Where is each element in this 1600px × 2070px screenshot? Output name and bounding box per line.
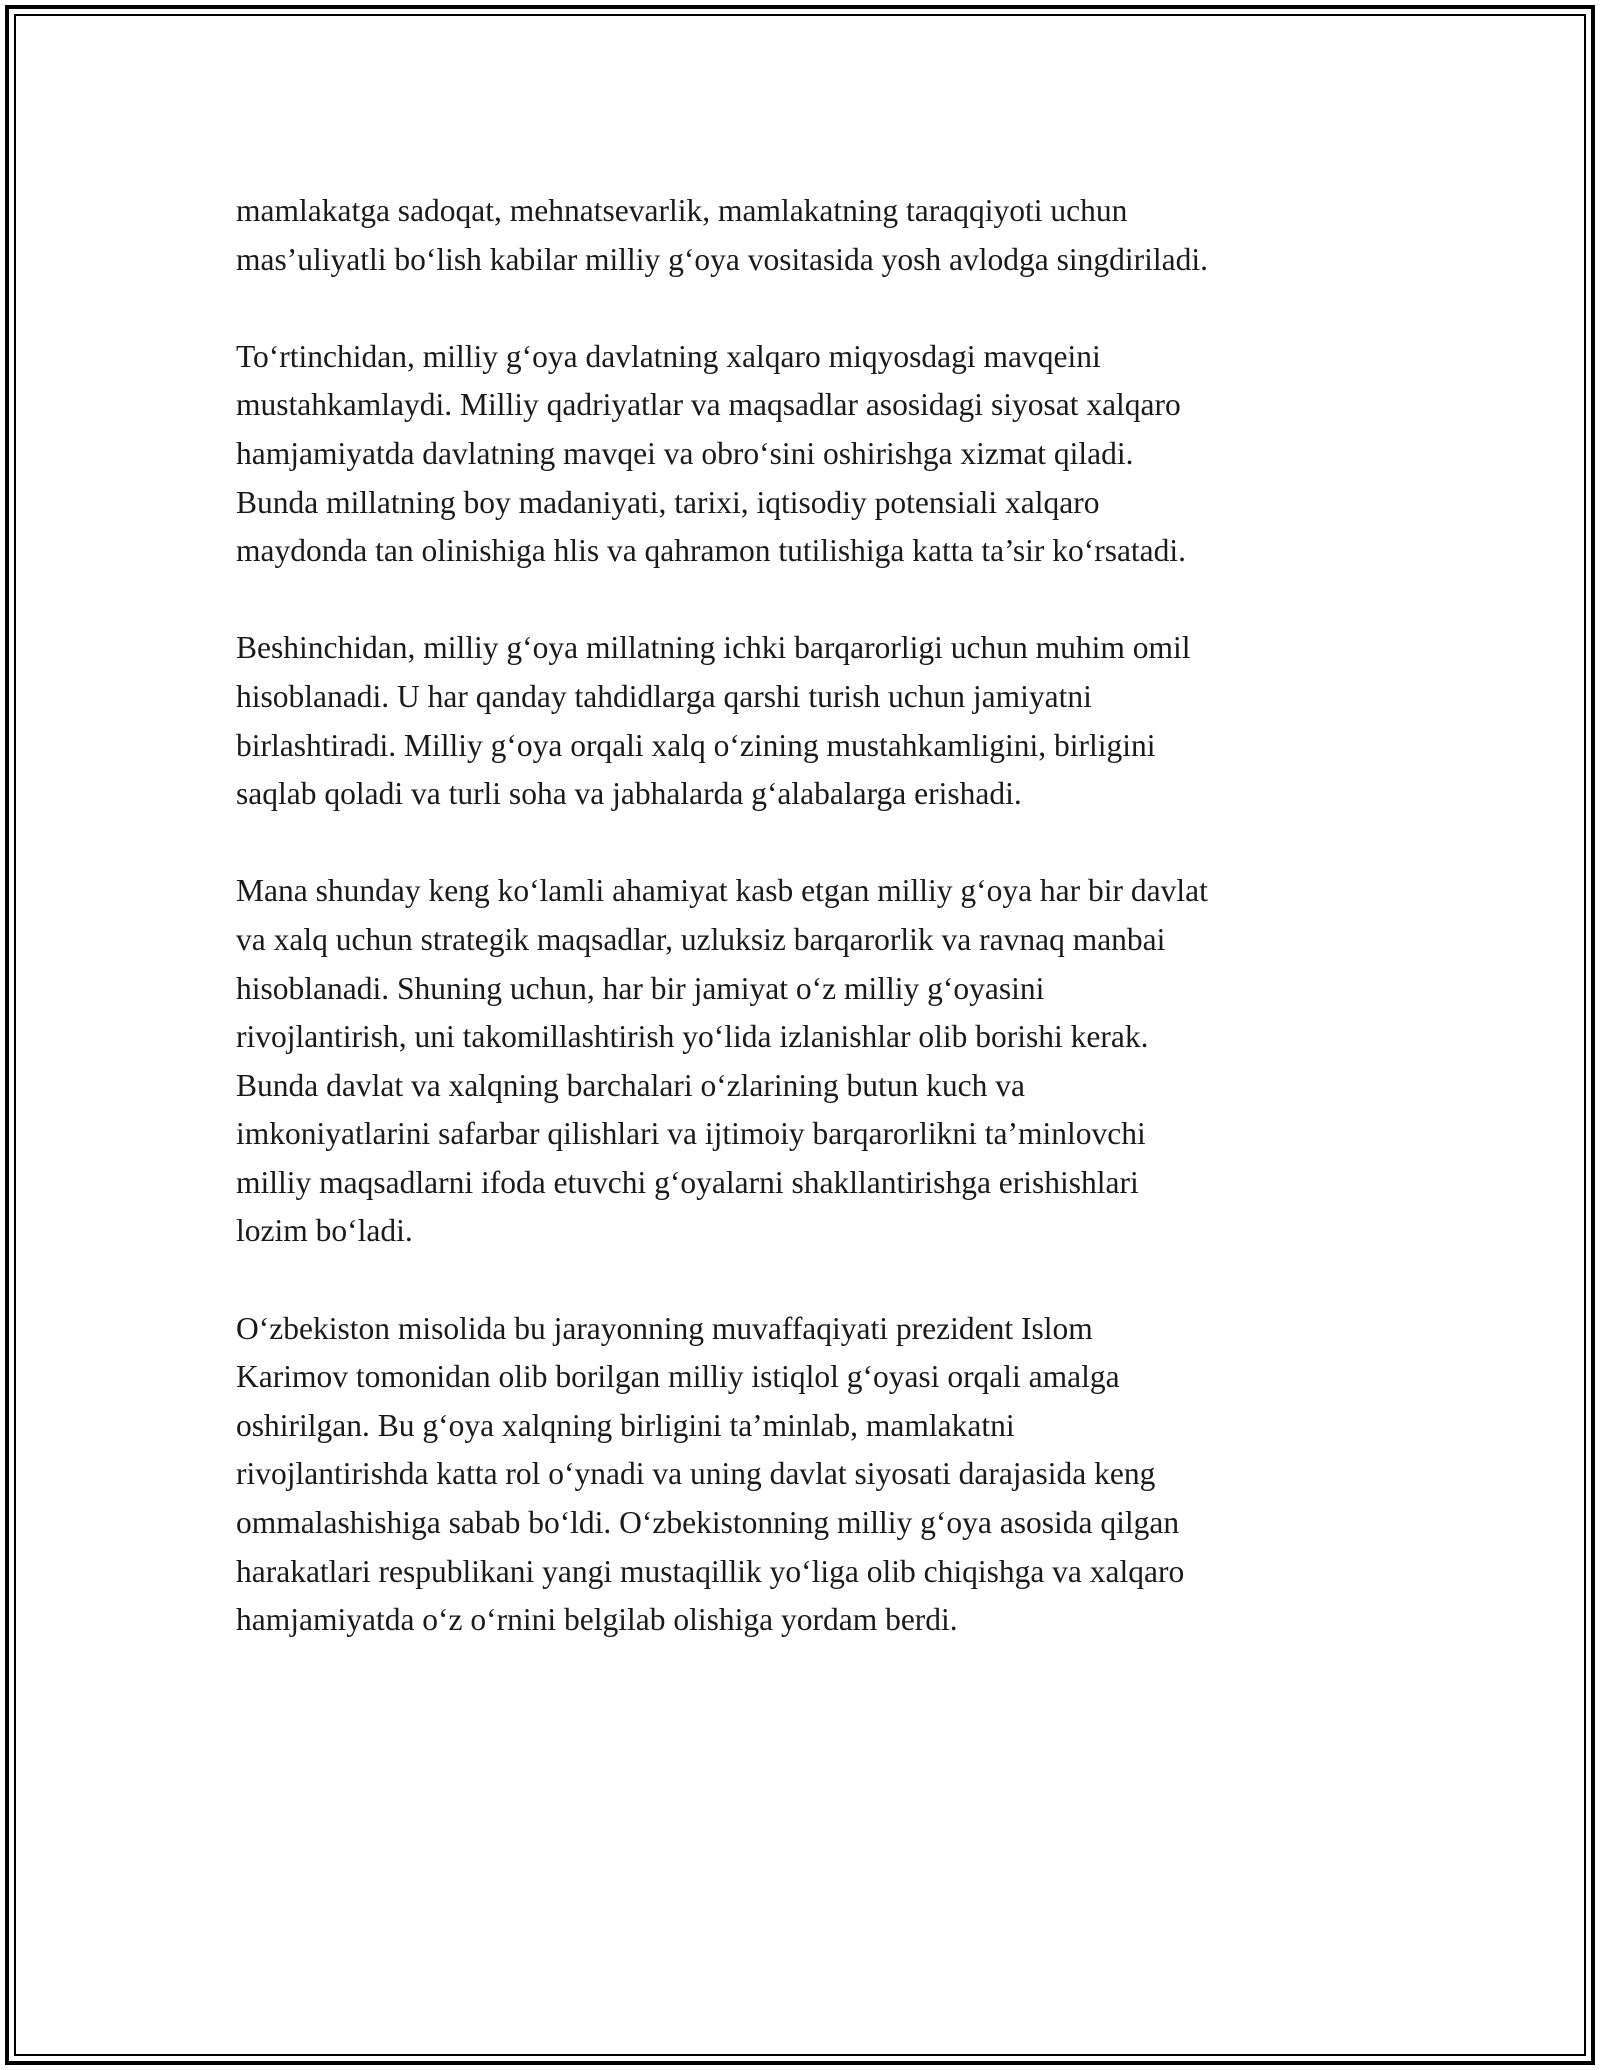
text-line: milliy maqsadlarni ifoda etuvchi g‘oyalarni shakllantirishga erishishlari xyxy=(236,1164,1139,1200)
text-line: mustahkamlaydi. Milliy qadriyatlar va maqsadlar asosidagi siyosat xalqaro xyxy=(236,387,1181,423)
paragraph-4 xyxy=(236,867,1376,1256)
text-line: saqlab qoladi va turli soha va jabhalarda g‘alabalarga erishadi. xyxy=(236,776,1022,812)
document-body xyxy=(236,187,1376,1693)
text-line: ommalashishiga sabab bo‘ldi. O‘zbekistonning milliy g‘oya asosida qilgan xyxy=(236,1505,1180,1541)
paragraph-2 xyxy=(236,333,1376,576)
text-line: mas’uliyatli bo‘lish kabilar milliy g‘oya vositasida yosh avlodga singdiriladi. xyxy=(236,241,1208,277)
text-line: oshirilgan. Bu g‘oya xalqning birligini ta’minlab, mamlakatni xyxy=(236,1407,1015,1443)
text-line: harakatlari respublikani yangi mustaqillik yo‘liga olib chiqishga va xalqaro xyxy=(236,1553,1185,1589)
text-line: Mana shunday keng ko‘lamli ahamiyat kasb etgan milliy g‘oya har bir davlat xyxy=(236,873,1208,909)
text-line: imkoniyatlarini safarbar qilishlari va ijtimoiy barqarorlikni ta’minlovchi xyxy=(236,1116,1146,1152)
text-line: va xalq uchun strategik maqsadlar, uzluksiz barqarorlik va ravnaq manbai xyxy=(236,921,1166,957)
text-line: lozim bo‘ladi. xyxy=(236,1213,413,1249)
paragraph-1 xyxy=(236,187,1376,284)
text-line: Bunda davlat va xalqning barchalari o‘zlarining butun kuch va xyxy=(236,1067,1025,1103)
text-line: Bunda millatning boy madaniyati, tarixi, iqtisodiy potensiali xalqaro xyxy=(236,484,1100,520)
text-line: birlashtiradi. Milliy g‘oya orqali xalq o‘zining mustahkamligini, birligini xyxy=(236,727,1156,763)
text-line: Karimov tomonidan olib borilgan milliy istiqlol g‘oyasi orqali amalga xyxy=(236,1359,1120,1395)
paragraph-3 xyxy=(236,624,1376,818)
text-line: Beshinchidan, milliy g‘oya millatning ichki barqarorligi uchun muhim omil xyxy=(236,630,1191,666)
text-line: O‘zbekiston misolida bu jarayonning muvaffaqiyati prezident Islom xyxy=(236,1310,1093,1346)
text-line: To‘rtinchidan, milliy g‘oya davlatning xalqaro miqyosdagi mavqeini xyxy=(236,338,1101,374)
text-line: hisoblanadi. U har qanday tahdidlarga qarshi turish uchun jamiyatni xyxy=(236,678,1092,714)
text-line: mamlakatga sadoqat, mehnatsevarlik, mamlakatning taraqqiyoti uchun xyxy=(236,193,1128,228)
text-line: hamjamiyatda davlatning mavqei va obro‘sini oshirishga xizmat qiladi. xyxy=(236,435,1134,471)
text-line: hamjamiyatda o‘z o‘rnini belgilab olishiga yordam berdi. xyxy=(236,1602,958,1638)
text-line: rivojlantirish, uni takomillashtirish yo‘lida izlanishlar olib borishi kerak. xyxy=(236,1019,1149,1055)
text-line: maydonda tan olinishiga hlis va qahramon tutilishiga katta ta’sir ko‘rsatadi. xyxy=(236,533,1187,569)
paragraph-5 xyxy=(236,1305,1376,1645)
text-line: rivojlantirishda katta rol o‘ynadi va uning davlat siyosati darajasida keng xyxy=(236,1456,1156,1492)
text-line: hisoblanadi. Shuning uchun, har bir jamiyat o‘z milliy g‘oyasini xyxy=(236,970,1045,1006)
